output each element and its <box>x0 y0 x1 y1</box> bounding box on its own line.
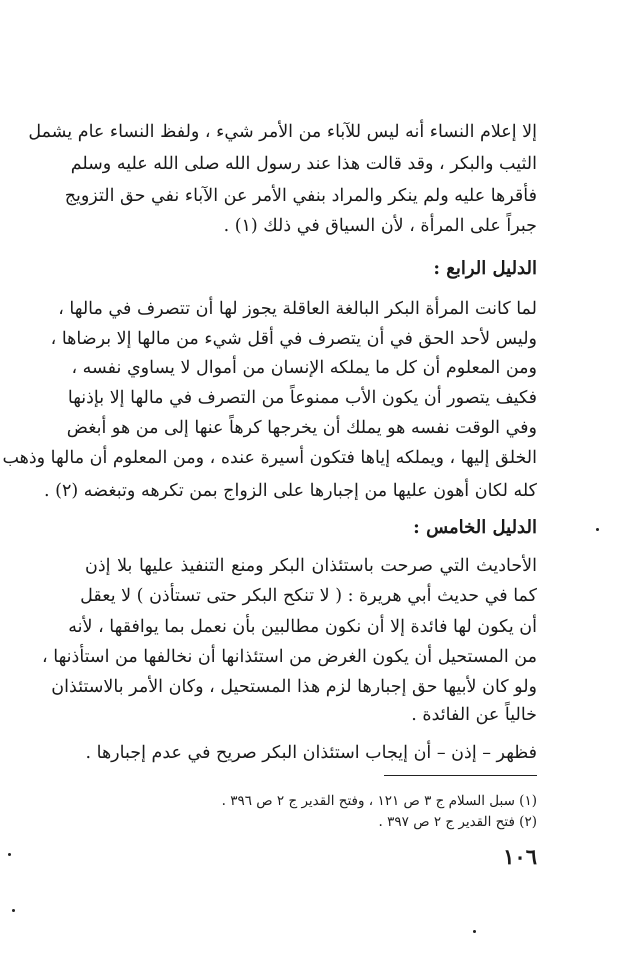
body-line: ولو كان لأبيها حق إجبارها لزم هذا المستحيل ، وكان الأمر بالاستئذان <box>51 677 537 697</box>
body-line: من المستحيل أن يكون الغرض من استئذانها أن نخالفها من استأذنها ، <box>42 647 537 667</box>
body-line: إلا إعلام النساء أنه ليس للآباء من الأمر شيء ، ولفظ النساء عام يشمل <box>28 122 537 142</box>
body-line: فكيف يتصور أن يكون الأب ممنوعاً من التصرف في مالها إلا بإذنها <box>67 388 537 408</box>
footnote-1: (١) سبل السلام ج ٣ ص ١٢١ ، وفتح القدير ج ٢ ص ٣٩٦ . <box>221 793 537 809</box>
body-line: لما كانت المرأة البكر البالغة العاقلة يجوز لها أن تتصرف في مالها ، <box>58 299 537 319</box>
body-line: جبراً على المرأة ، لأن السياق في ذلك (١) . <box>223 216 537 236</box>
footnote-2: (٢) فتح القدير ج ٢ ص ٣٩٧ . <box>378 814 537 830</box>
section-heading-fourth: الدليل الرابع : <box>433 258 537 279</box>
conclusion-line: فظهر – إذن – أن إيجاب استئذان البكر صريح في عدم إجبارها . <box>85 743 537 763</box>
body-line: كله لكان أهون عليها من إجبارها على الزواج بمن تكرهه وتبغضه (٢) . <box>44 481 537 501</box>
body-line: ومن المعلوم أن كل ما يملكه الإنسان من أموال لا يساوي نفسه ، <box>71 358 537 378</box>
body-line: أن يكون لها فائدة إلا أن نكون مطالبين بأن نعمل بما يوافقها ، لأنه <box>68 617 537 637</box>
body-line: كما في حديث أبي هريرة : ( لا تنكح البكر حتى تستأذن ) لا يعقل <box>80 586 537 606</box>
section-heading-fifth: الدليل الخامس : <box>413 517 537 538</box>
body-line: وليس لأحد الحق في أن يتصرف في أقل شيء من مالها إلا برضاها ، <box>50 329 537 349</box>
scan-speck <box>473 930 476 933</box>
page-number: ١٠٦ <box>503 844 537 869</box>
body-line: الأحاديث التي صرحت باستئذان البكر ومنع التنفيذ عليها بلا إذن <box>85 556 537 576</box>
body-line: وفي الوقت نفسه هو يملك أن يخرجها كرهاً عنها إلى من هو أبغض <box>66 418 537 438</box>
body-line: فأقرها عليه ولم ينكر والمراد بنفي الأمر عن الآباء نفي حق التزويج <box>64 186 537 206</box>
body-line: الخلق إليها ، ويملكه إياها فتكون أسيرة عنده ، ومن المعلوم أن مالها وذهب <box>2 448 537 468</box>
body-line: خالياً عن الفائدة . <box>411 705 537 725</box>
scan-speck <box>8 853 11 856</box>
scan-speck <box>12 909 15 912</box>
body-line: الثيب والبكر ، وقد قالت هذا عند رسول الله صلى الله عليه وسلم <box>70 154 537 174</box>
footnote-separator <box>384 775 537 776</box>
scan-speck <box>596 528 599 531</box>
